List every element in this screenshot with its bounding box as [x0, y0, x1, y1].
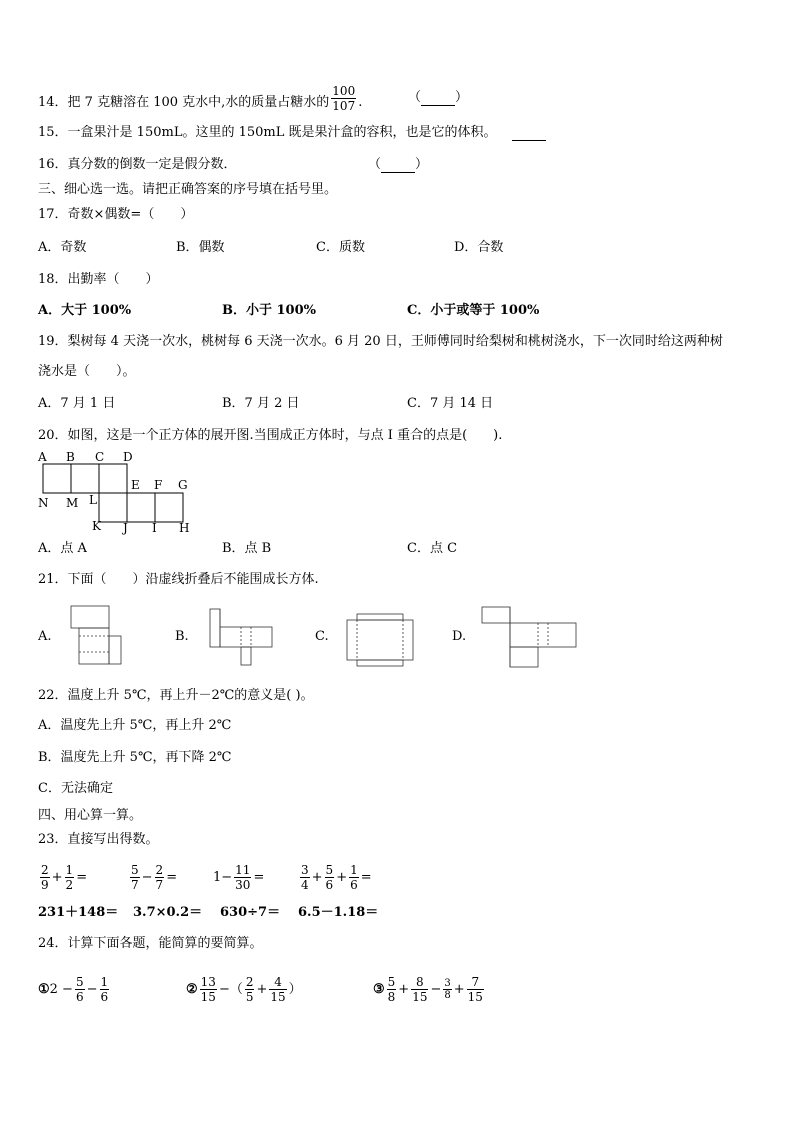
q16-answer-blank[interactable]: （ ）: [368, 157, 429, 172]
question-21: 21．下面（ ）沿虚线折叠后不能围成长方体.: [38, 572, 319, 587]
cube-label-l: L: [89, 493, 97, 507]
question-14: 14．把 7 克糖溶在 100 克水中,水的质量占糖水的 $\frac{100}{107}$ .: [38, 84, 363, 113]
q20-option-c[interactable]: C．点 C: [407, 541, 458, 556]
question-18: 18．出勤率（ ）: [38, 272, 159, 287]
q21-option-a[interactable]: A.: [38, 629, 52, 644]
q17-option-b[interactable]: B．偶数: [176, 240, 225, 255]
q23-expr-2: $\frac{5}{7}$ − $\frac{2}{7}$ =: [131, 863, 178, 892]
cube-label-f: F: [154, 478, 163, 492]
cube-label-d: D: [123, 450, 133, 464]
cube-label-c: C: [95, 450, 105, 464]
section-4-heading: 四、用心算一算。: [38, 808, 143, 823]
q17-option-d[interactable]: D．合数: [454, 240, 504, 255]
q18-option-c[interactable]: C．小于或等于 100%: [407, 303, 540, 318]
q24-problem-1: ①2 − $\frac{5}{6}$ − $\frac{1}{6}$: [38, 975, 109, 1004]
q24-problem-2: ② $\frac{13}{15}$ −（ $\frac{2}{5}$ + $\frac{4}{15}$ ）: [186, 975, 302, 1004]
cube-label-e: E: [131, 478, 140, 492]
q23-expr-4: $\frac{3}{4}$ + $\frac{5}{6}$ + $\frac{1}{6}$ =: [301, 863, 372, 892]
cube-label-k: K: [92, 519, 101, 533]
q19-option-b[interactable]: B．7 月 2 日: [222, 396, 300, 411]
cube-label-b: B: [66, 450, 75, 464]
fraction-100-107: $\frac{100}{107}$: [332, 84, 356, 113]
net-figure-d: [482, 607, 576, 667]
q14-answer-blank[interactable]: （ ）: [408, 90, 469, 105]
q21-option-c[interactable]: C.: [315, 629, 329, 644]
cube-label-j: J: [123, 521, 128, 535]
question-20: 20．如图，这是一个正方体的展开图.当围成正方体时，与点 I 重合的点是( ).: [38, 428, 503, 443]
q19-option-c[interactable]: C．7 月 14 日: [407, 396, 494, 411]
q22-option-c[interactable]: C．无法确定: [38, 781, 113, 796]
q17-option-c[interactable]: C．质数: [316, 240, 365, 255]
section-3-heading: 三、细心选一选。请把正确答案的序号填在括号里。: [38, 182, 338, 197]
question-19-line-1: 19．梨树每 4 天浇一次水，桃树每 6 天浇一次水。6 月 20 日，王师傅同时给梨树和桃树浇水，下一次同时给这两种树: [38, 334, 723, 349]
cube-label-a: A: [38, 450, 47, 464]
q23-expr-3: 1− $\frac{11}{30}$ =: [213, 863, 265, 892]
cube-label-g: G: [178, 478, 188, 492]
q23-expr-1: $\frac{2}{9}$ + $\frac{1}{2}$ =: [41, 863, 88, 892]
question-22: 22．温度上升 5℃，再上升－2℃的意义是( )。: [38, 688, 314, 703]
q21-option-b[interactable]: B.: [175, 629, 189, 644]
q18-option-b[interactable]: B．小于 100%: [222, 303, 317, 318]
q18-option-a[interactable]: A．大于 100%: [38, 303, 132, 318]
question-19-line-2: 浇水是（ ）。: [38, 364, 136, 379]
cube-label-i: I: [152, 521, 157, 535]
q23-calc-3: 630÷7＝: [220, 905, 281, 920]
net-figure-c: [347, 614, 413, 666]
cube-label-h: H: [179, 521, 190, 535]
question-23: 23．直接写出得数。: [38, 832, 159, 847]
question-16: 16．真分数的倒数一定是假分数．: [38, 157, 237, 172]
cube-label-m: M: [66, 496, 79, 510]
q20-option-b[interactable]: B．点 B: [222, 541, 272, 556]
question-17: 17．奇数×偶数=（ ）: [38, 207, 194, 222]
q22-option-a[interactable]: A．温度先上升 5℃，再上升 2℃: [38, 718, 232, 733]
q20-option-a[interactable]: A．点 A: [38, 541, 87, 556]
q24-problem-3: ③ $\frac{5}{8}$ + $\frac{8}{15}$ − $\frac{3}{8}$ + $\frac{7}{15}$: [373, 975, 483, 1004]
net-figure-a: [71, 606, 121, 664]
q17-option-a[interactable]: A．奇数: [38, 240, 87, 255]
q21-option-d[interactable]: D.: [452, 629, 467, 644]
q23-calc-4: 6.5－1.18＝: [298, 905, 379, 920]
question-15: 15．一盒果汁是 150mL。这里的 150mL 既是果汁盒的容积，也是它的体积。: [38, 125, 497, 140]
cube-label-n: N: [38, 496, 49, 510]
q19-option-a[interactable]: A．7 月 1 日: [38, 396, 116, 411]
q23-calc-1: 231＋148＝: [38, 905, 119, 920]
net-figure-b: [210, 609, 272, 665]
question-24: 24．计算下面各题，能简算的要简算。: [38, 936, 263, 951]
q23-calc-2: 3.7×0.2＝: [133, 905, 203, 920]
q22-option-b[interactable]: B．温度先上升 5℃，再下降 2℃: [38, 750, 232, 765]
